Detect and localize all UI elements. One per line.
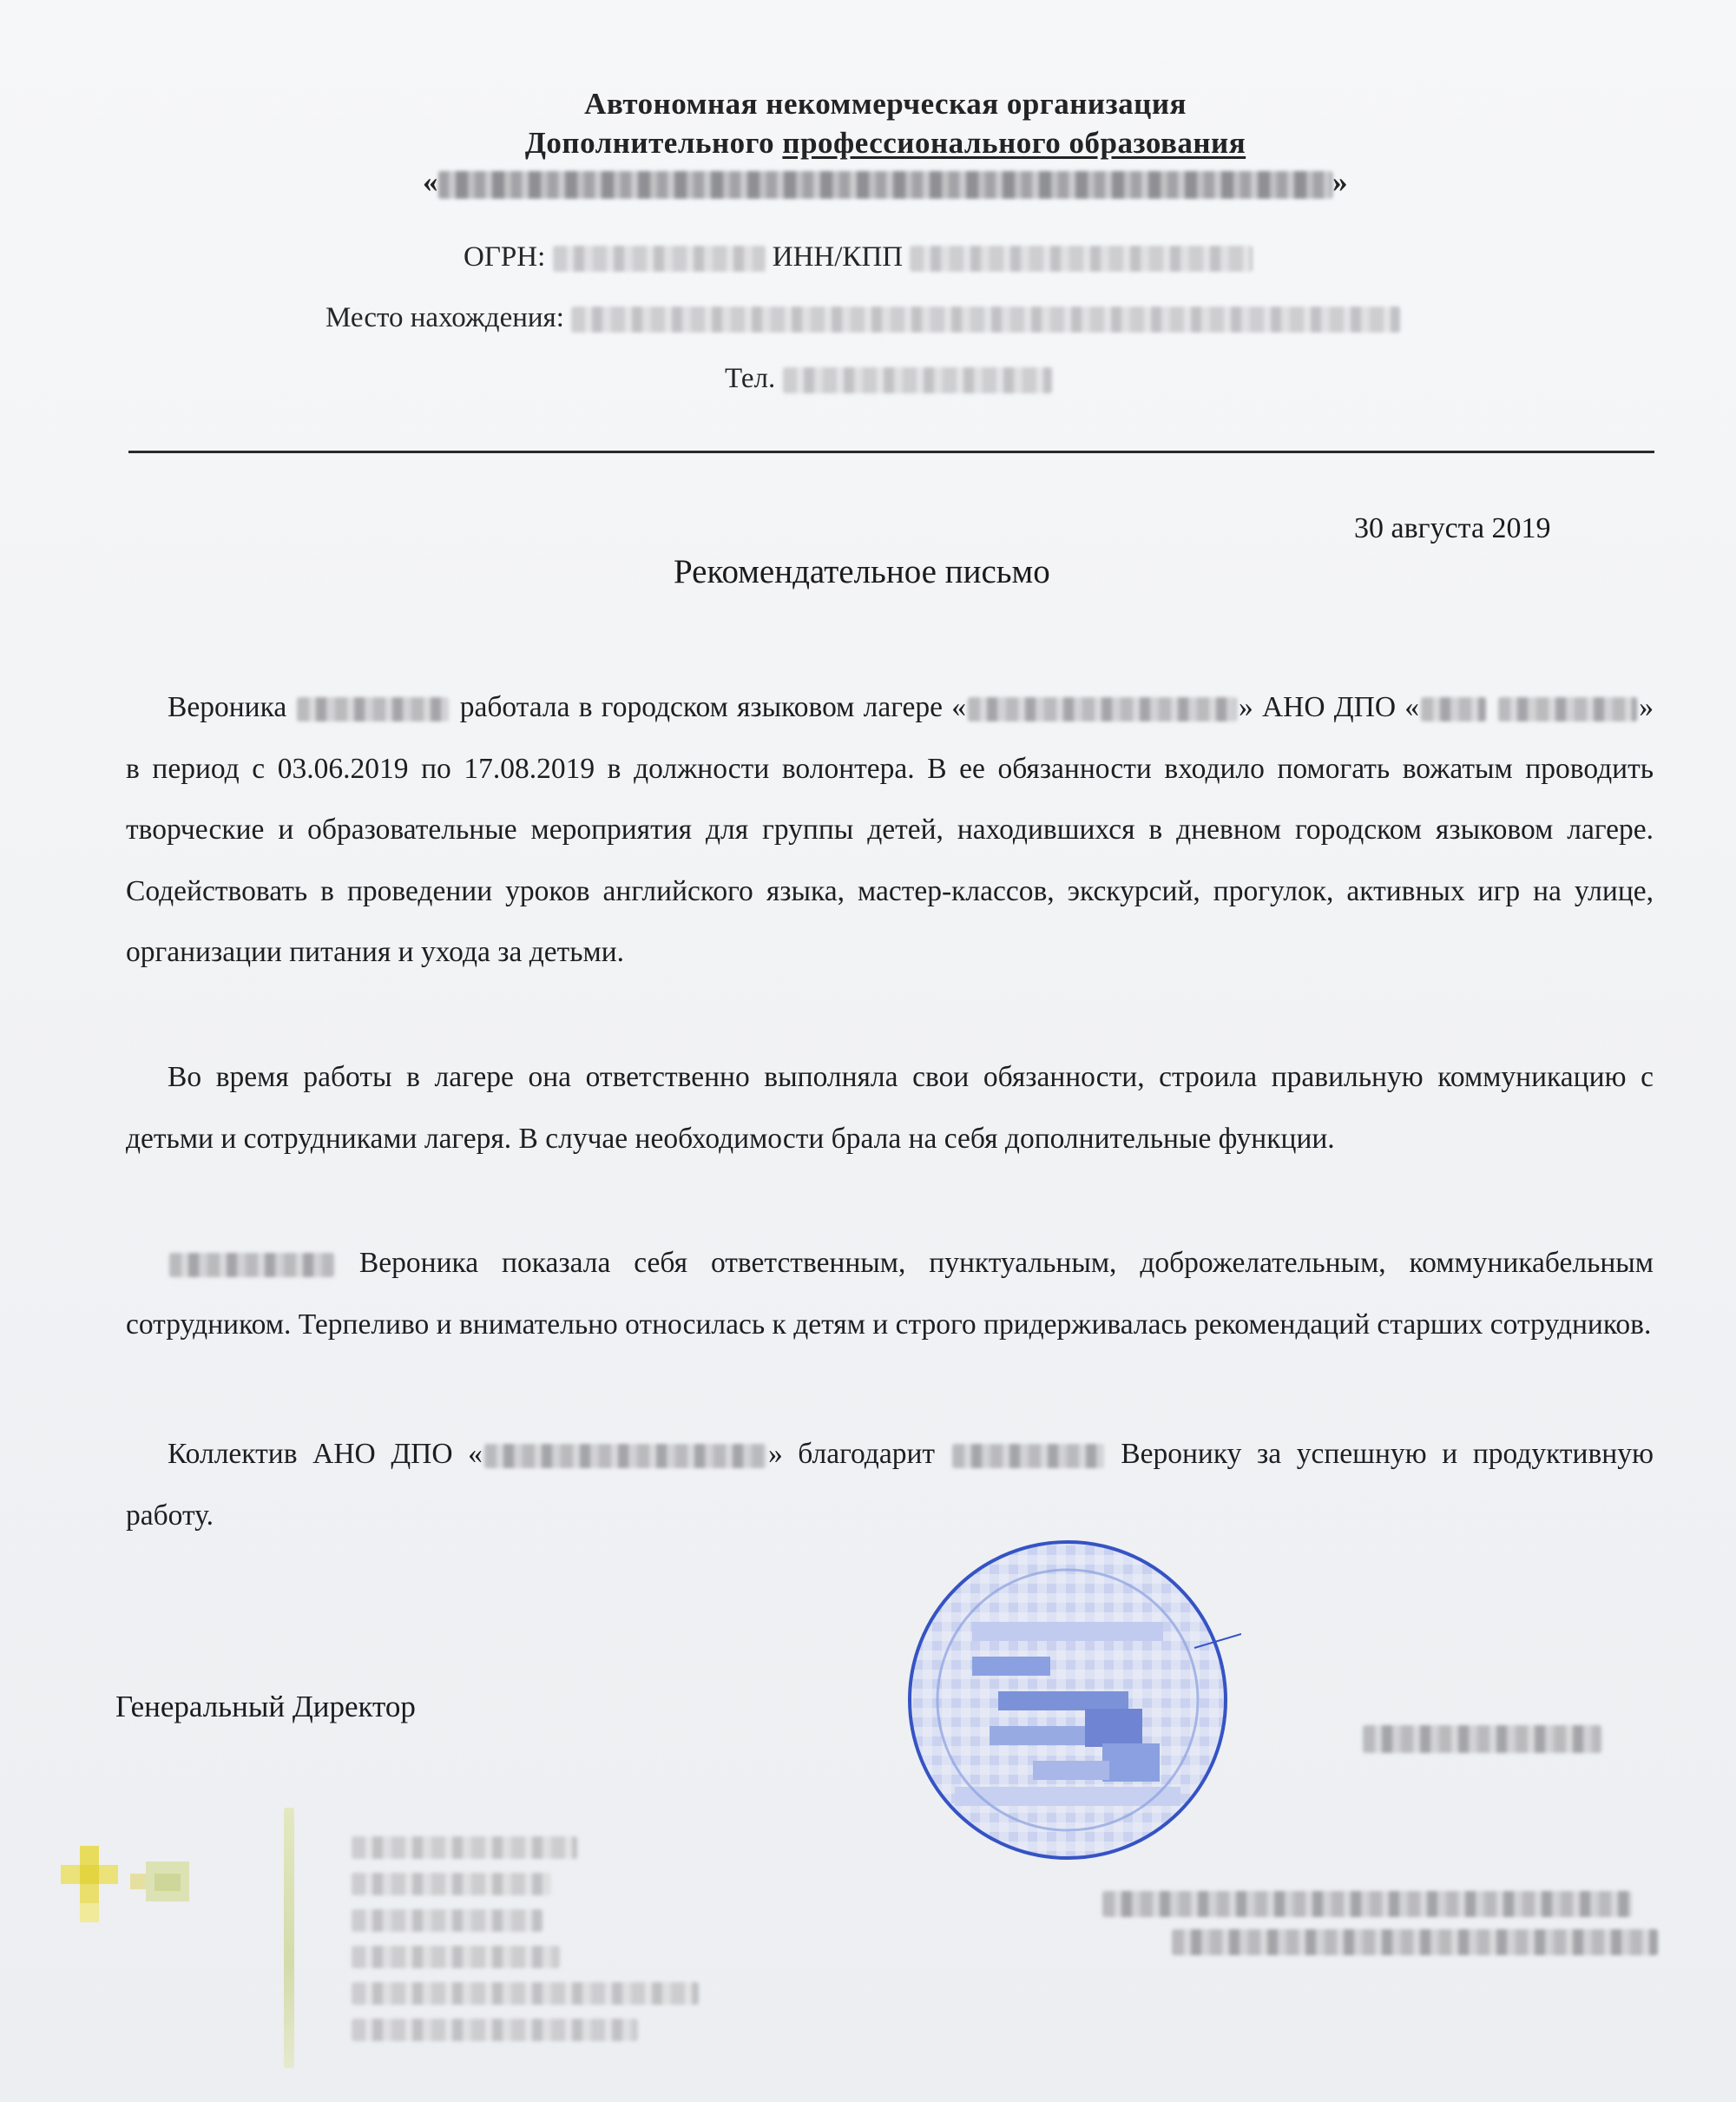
paragraph-2: Во время работы в лагере она ответственно выполняла свои обязанности, строила правильную коммуникацию с детьми и сотрудниками лагеря. В случае необходимости брала на себя дополнительные функции. <box>126 1061 1654 1155</box>
p4-part1: Коллектив АНО ДПО « <box>168 1438 483 1470</box>
org-line2-part1: Дополнительного <box>524 126 775 160</box>
ogrn-label: ОГРН: <box>464 241 546 273</box>
redacted-phone <box>783 367 1052 393</box>
redacted-org-short-a <box>1421 697 1486 722</box>
p1-part1: Вероника <box>168 691 287 723</box>
address-line <box>326 302 1400 334</box>
phone-label: Тел. <box>725 363 776 394</box>
quote-close: » <box>1332 165 1348 199</box>
redacted-ogrn <box>553 246 766 272</box>
footer-contacts <box>352 1836 725 2055</box>
paragraph-1 <box>126 677 1654 984</box>
org-name-line-1: Автономная некоммерческая организация <box>584 87 1187 121</box>
redacted-signatory-name <box>1363 1725 1601 1753</box>
redacted-footer-line <box>352 1909 542 1932</box>
ogrn-line <box>464 241 1253 273</box>
footer-address <box>1102 1891 1667 1967</box>
redacted-surname <box>297 697 449 722</box>
address-label: Место нахождения: <box>326 302 564 333</box>
phone-line <box>725 363 1052 395</box>
org-name-line-2 <box>0 126 1736 161</box>
p1-part3: » АНО ДПО « <box>1239 691 1420 723</box>
redacted-footer-line <box>352 1873 551 1895</box>
org-name-line-3 <box>0 165 1736 200</box>
redacted-org-name <box>438 171 1332 199</box>
official-stamp <box>894 1526 1241 1874</box>
redacted-footer-address <box>1172 1929 1658 1955</box>
footer-divider <box>284 1808 294 2068</box>
p1-part2: работала в городском языковом лагере « <box>459 691 966 723</box>
redacted-inn <box>910 246 1253 272</box>
redacted-footer-address <box>1102 1891 1632 1917</box>
redacted-surname-2 <box>169 1253 334 1277</box>
redacted-footer-line <box>352 1836 577 1859</box>
quote-open: « <box>423 165 438 199</box>
redacted-surname-3 <box>952 1444 1104 1468</box>
p1-part4: » в период с 03.06.2019 по 17.08.2019 в должности волонтера. В ее обязанности входило помогать вожатым проводить творческие и образовательные мероприятия для группы детей, находившихся в дневном городском языковом лагере. Содействовать в проведении уроков английского языка, мастер-классов, экскурсий, прогулок, активных игр на улице, организации питания и ухода за детьми. <box>126 691 1654 968</box>
redacted-org-short-b <box>1498 697 1637 722</box>
p4-part2: » благодарит <box>767 1438 936 1470</box>
letter-title: Рекомендательное письмо <box>674 553 1050 590</box>
company-logo <box>52 1839 208 1934</box>
redacted-footer-line <box>352 1982 699 2005</box>
inn-label: ИНН/КПП <box>772 241 904 273</box>
paragraph-4 <box>126 1424 1654 1546</box>
signatory-role: Генеральный Директор <box>115 1690 416 1723</box>
redacted-org-short-c <box>484 1444 766 1468</box>
org-line2-part2: профессионального образования <box>782 126 1246 160</box>
p3-part1: Вероника показала себя ответственным, пунктуальным, доброжелательным, коммуникабельным сотрудником. Терпеливо и внимательно относилась к детям и строго придерживалась рекомендаций старших сотрудников. <box>126 1247 1654 1341</box>
redacted-address <box>571 306 1400 333</box>
header-divider <box>128 451 1654 453</box>
p4-part3: Веронику за успешную и продуктивную работу. <box>126 1438 1654 1532</box>
redacted-camp-name <box>968 697 1237 722</box>
redacted-footer-line <box>352 1946 560 1968</box>
letter-date: 30 августа 2019 <box>1354 512 1551 544</box>
paragraph-3 <box>126 1233 1654 1355</box>
redacted-footer-line <box>352 2019 638 2041</box>
